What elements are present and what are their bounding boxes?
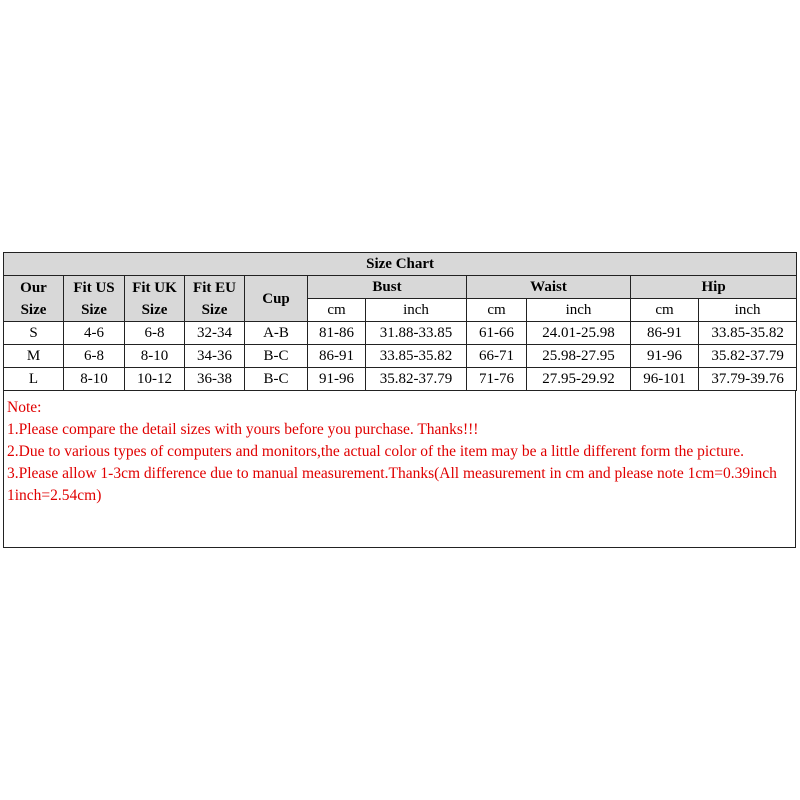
cell-our-size: S bbox=[4, 322, 64, 345]
notes-box bbox=[3, 391, 796, 548]
cell-bust-inch: 35.82-37.79 bbox=[366, 368, 467, 391]
header-hip: Hip bbox=[631, 276, 797, 299]
cell-hip-cm: 86-91 bbox=[631, 322, 699, 345]
table-row bbox=[4, 322, 797, 345]
cell-hip-inch: 33.85-35.82 bbox=[699, 322, 797, 345]
cell-fit-eu: 32-34 bbox=[185, 322, 245, 345]
cell-hip-cm: 91-96 bbox=[631, 345, 699, 368]
cell-waist-cm: 61-66 bbox=[467, 322, 527, 345]
cell-waist-cm: 66-71 bbox=[467, 345, 527, 368]
cell-bust-cm: 86-91 bbox=[308, 345, 366, 368]
cell-hip-cm: 96-101 bbox=[631, 368, 699, 391]
cell-bust-cm: 91-96 bbox=[308, 368, 366, 391]
cell-fit-uk: 8-10 bbox=[125, 345, 185, 368]
cell-waist-inch: 27.95-29.92 bbox=[527, 368, 631, 391]
cell-bust-cm: 81-86 bbox=[308, 322, 366, 345]
note-line-1: 1.Please compare the detail sizes with yours before you purchase. Thanks!!! bbox=[7, 421, 479, 438]
table-row bbox=[4, 345, 797, 368]
cell-our-size: L bbox=[4, 368, 64, 391]
cell-bust-inch: 31.88-33.85 bbox=[366, 322, 467, 345]
notes-heading: Note: bbox=[7, 399, 42, 416]
cell-fit-eu: 36-38 bbox=[185, 368, 245, 391]
subheader-waist-inch: inch bbox=[527, 299, 631, 322]
cell-fit-us: 8-10 bbox=[64, 368, 125, 391]
cell-fit-uk: 10-12 bbox=[125, 368, 185, 391]
subheader-bust-inch: inch bbox=[366, 299, 467, 322]
header-fit-uk: Fit UK Size bbox=[125, 276, 185, 322]
subheader-hip-inch: inch bbox=[699, 299, 797, 322]
note-line-2: 2.Due to various types of computers and monitors,the actual color of the item may be a little different form the picture. bbox=[7, 443, 745, 460]
cell-waist-inch: 24.01-25.98 bbox=[527, 322, 631, 345]
header-our-size: Our Size bbox=[4, 276, 64, 322]
cell-our-size: M bbox=[4, 345, 64, 368]
header-waist: Waist bbox=[467, 276, 631, 299]
header-bust: Bust bbox=[308, 276, 467, 299]
cell-fit-us: 4-6 bbox=[64, 322, 125, 345]
cell-fit-us: 6-8 bbox=[64, 345, 125, 368]
header-fit-us: Fit US Size bbox=[64, 276, 125, 322]
note-line-3: 3.Please allow 1-3cm difference due to manual measurement.Thanks(All measurement in cm and please note 1cm=0.39inch 1inch=2.54cm) bbox=[7, 465, 777, 504]
size-chart-container bbox=[3, 252, 796, 548]
cell-fit-eu: 34-36 bbox=[185, 345, 245, 368]
table-row bbox=[4, 368, 797, 391]
header-cup: Cup bbox=[245, 276, 308, 322]
cell-cup: A-B bbox=[245, 322, 308, 345]
cell-cup: B-C bbox=[245, 368, 308, 391]
cell-fit-uk: 6-8 bbox=[125, 322, 185, 345]
cell-hip-inch: 35.82-37.79 bbox=[699, 345, 797, 368]
cell-cup: B-C bbox=[245, 345, 308, 368]
cell-bust-inch: 33.85-35.82 bbox=[366, 345, 467, 368]
cell-waist-cm: 71-76 bbox=[467, 368, 527, 391]
subheader-hip-cm: cm bbox=[631, 299, 699, 322]
chart-title: Size Chart bbox=[4, 253, 797, 276]
size-chart-table bbox=[3, 252, 797, 391]
header-fit-eu: Fit EU Size bbox=[185, 276, 245, 322]
subheader-waist-cm: cm bbox=[467, 299, 527, 322]
cell-hip-inch: 37.79-39.76 bbox=[699, 368, 797, 391]
cell-waist-inch: 25.98-27.95 bbox=[527, 345, 631, 368]
subheader-bust-cm: cm bbox=[308, 299, 366, 322]
